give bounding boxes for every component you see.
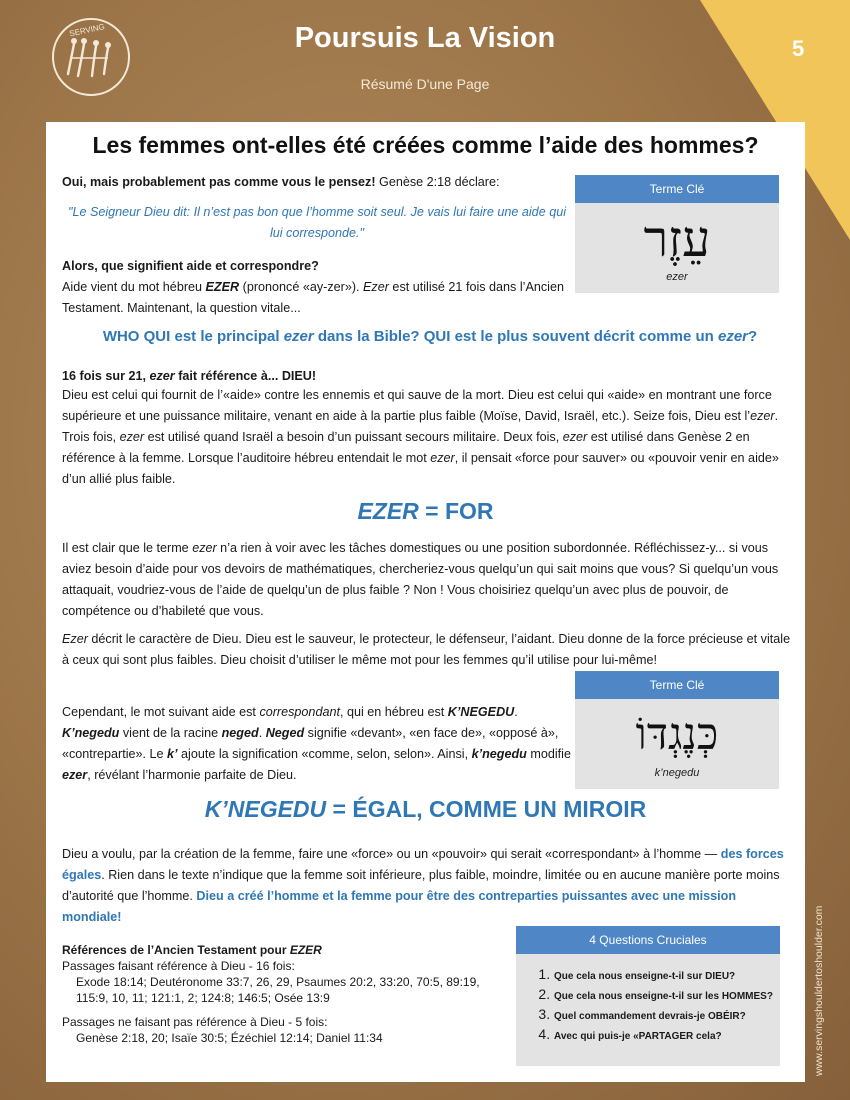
content-sheet (46, 122, 805, 1082)
intro-line (62, 172, 572, 193)
paragraph-ezer-character: Ezer décrit le caractère de Dieu. Dieu est le sauveur, le protecteur, le défenseur, l’aidant. Dieu donne de la force précieuse et vitale à ceux qui sont plus faibles. Dieu choisit d’utiliser le même mot pour les femmes qu’il utilise pour lui-même! (62, 632, 791, 667)
page-subtitle: Résumé D'une Page (360, 76, 490, 92)
paragraph-knegedu: Cependant, le mot suivant aide est correspondant, qui en hébreu est K’NEGEDU. K’negedu vient de la racine neged. Neged signifie «devant», «en face de», «opposé à», «contrepartie». Le k’ ajoute la signification «comme, selon, selon». Ainsi, k’negedu modifie ezer, révélant l’harmonie parfaite de Dieu. (62, 705, 571, 782)
hebrew-word-ezer: עֵזֶר (643, 210, 711, 268)
intro-bold: Oui, mais probablement pas comme vous le pensez! (62, 175, 376, 189)
section-16-paragraph: Dieu est celui qui fournit de l’«aide» contre les ennemis et qui sauve de la mort. Dieu est celui qui «aide» en montrant une force supérieure et une puissance militaire, venant en aide à la partie plus faible (Moïse, David, Israël, etc.). Seize fois, Dieu est l’ezer. Trois fois, ezer est utilisé quand Israël a besoin d’un puissant secours militaire. Deux fois, ezer est utilisé dans Genèse 2 en référence à la femme. Lorsque l’auditoire hébreu entendait le mot ezer, il pensait «force pour sauver» ou «pouvoir venir en aide» d’un allié plus faible. (62, 388, 779, 486)
ezer-equals-heading: EZER = FOR (357, 498, 494, 524)
genesis-quote: "Le Seigneur Dieu dit: Il n’est pas bon que l’homme soit seul. Je vais lui faire une aide qui lui corresponde." (67, 205, 566, 240)
intro-rest: Genèse 2:18 déclare: (375, 175, 500, 189)
transliteration-ezer: ezer (666, 271, 688, 283)
website-url (811, 858, 825, 1078)
intro-question: Alors, que signifient aide et correspondre? (62, 259, 319, 273)
who-question: WHO QUI est le principal ezer dans la Bible? QUI est le plus souvent décrit comme un ezer? (102, 328, 758, 345)
key-term-label: Terme Clé (575, 175, 779, 203)
question-1: 1. Que cela nous enseigne-t-il sur DIEU? (554, 964, 780, 984)
references-god-label: Passages faisant référence à Dieu - 16 fois: (62, 959, 295, 973)
intro-paragraph: Aide vient du mot hébreu EZER (prononcé «ay-zer»). Ezer est utilisé 21 fois dans l’Ancien Testament. Maintenant, la question vitale... (62, 280, 564, 315)
key-term-box-ezer (575, 175, 779, 293)
knegedu-equals-heading: K’NEGEDU = ÉGAL, COMME UN MIROIR (204, 796, 647, 822)
question-3: 3. Quel commandement devrais-je OBÉIR? (554, 1004, 780, 1024)
question-2: 2. Que cela nous enseigne-t-il sur les HOMMES? (554, 984, 780, 1004)
main-heading: Les femmes ont-elles été créées comme l’aide des hommes? (92, 132, 759, 158)
references-god-list: Exode 18:14; Deutéronome 33:7, 26, 29, Psaumes 20:2, 33:20, 70:5, 89:19, 115:9, 10, 11; 121:1, 2; 124:8; 146:5; Osée 13:9 (76, 975, 480, 1005)
section-16-heading: 16 fois sur 21, ezer fait référence à... DIEU! (62, 369, 317, 383)
hebrew-word-knegedu: כְּנֶגְדּוֹ (635, 709, 719, 760)
key-term-box-knegedu (575, 671, 779, 789)
references-title: Références de l’Ancien Testament pour EZER (62, 943, 322, 957)
transliteration-knegedu: k’negedu (654, 767, 700, 779)
paragraph-clair: Il est clair que le terme ezer n’a rien à voir avec les tâches domestiques ou une position subordonnée. Réfléchissez-y... si vous aviez besoin d’aide pour vos devoirs de mathématiques, chercheriez-vous quelqu’un qui sait moins que vous? Si quelqu’un vous attaquait, voudriez-vous de l’aide de quelqu’un de plus faible ? Non ! Vous choisiriez quelqu’un avec plus de pouvoir, de compétence ou d’habileté que vous. (62, 541, 779, 618)
svg-text:www.servingshouldertoshoulder.: www.servingshouldertoshoulder.com (813, 905, 825, 1076)
key-term-label: Terme Clé (575, 671, 779, 699)
references-other-list: Genèse 2:18, 20; Isaïe 30:5; Ézéchiel 12:14; Daniel 11:34 (76, 1031, 383, 1045)
paragraph-final: Dieu a voulu, par la création de la femme, faire une «force» ou un «pouvoir» qui serait «correspondant» à l’homme — des forces égales. Rien dans le texte n’indique que la femme soit inférieure, plus faible, moindre, limitée ou en aucune manière porte moins d’autorité que l’homme. Dieu a créé l’homme et la femme pour être des contreparties puissantes avec une mission mondiale! (62, 847, 784, 924)
page-title: Poursuis La Vision (294, 22, 556, 54)
questions-list (516, 964, 780, 1044)
logo-text: SERVING (68, 22, 106, 39)
question-4: 4. Avec qui puis-je «PARTAGER cela? (554, 1024, 780, 1044)
references-other-label: Passages ne faisant pas référence à Dieu - 5 fois: (62, 1015, 328, 1029)
questions-title: 4 Questions Cruciales (516, 926, 780, 954)
page-number: 5 (792, 36, 805, 61)
four-questions-box (516, 926, 780, 1066)
ot-references (62, 942, 512, 1046)
